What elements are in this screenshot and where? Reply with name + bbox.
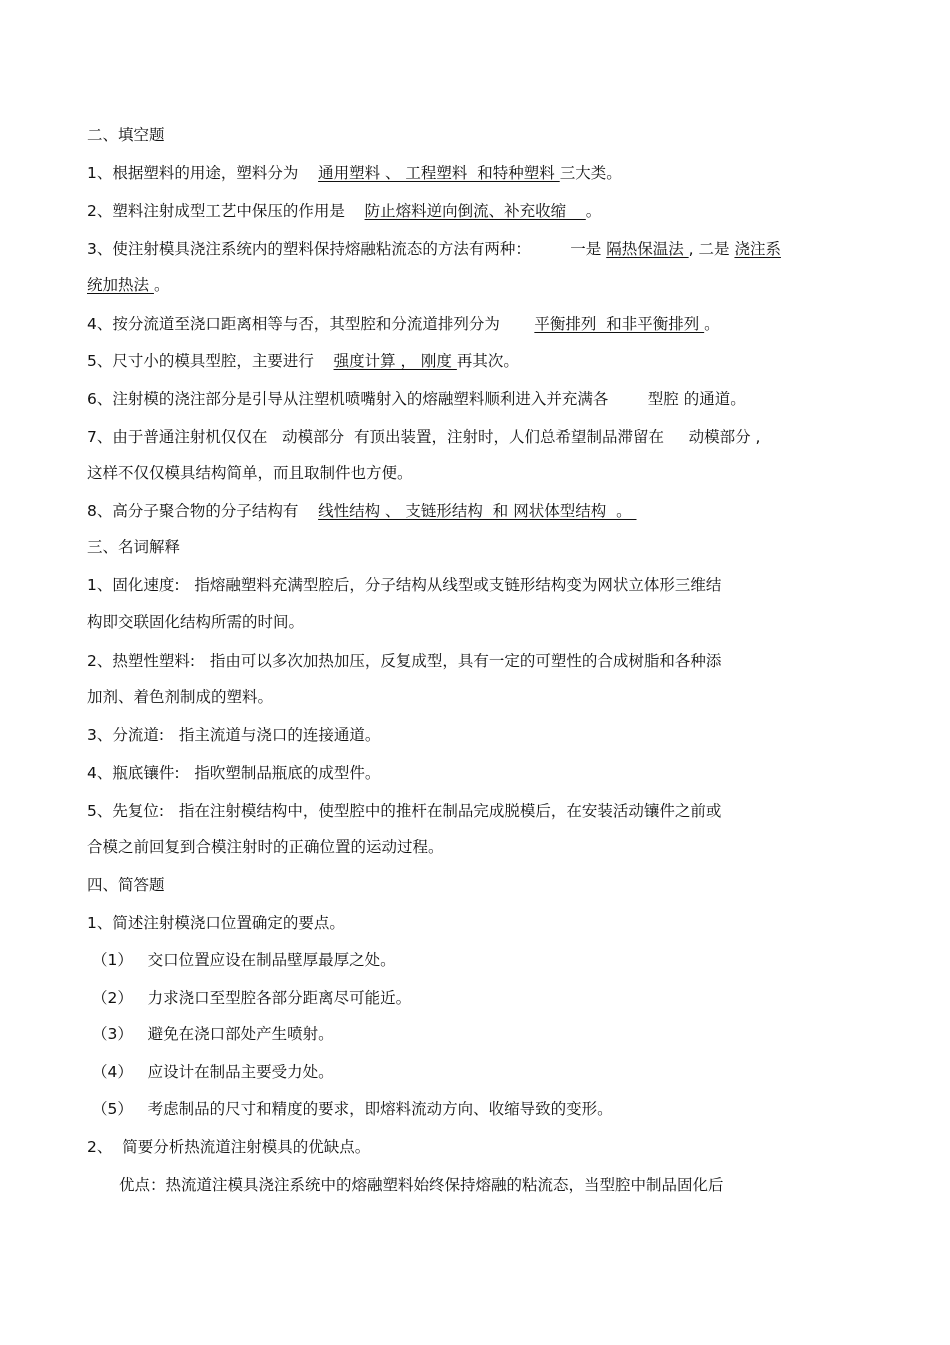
term-2-cont: 加剂、着色剂制成的塑料。 [87, 688, 274, 706]
list-item: （2） 力求浇口至型腔各部分距离尽可能近。 [92, 989, 412, 1007]
answer-4: 平衡排列 和非平衡排列 [534, 315, 705, 333]
term-5-cont: 合模之前回复到合模注射时的正确位置的运动过程。 [87, 838, 444, 856]
answer-3a: 隔热保温法 [606, 240, 689, 258]
term-1-cont: 构即交联固化结构所需的时间。 [87, 613, 305, 631]
answer-8: 线性结构 、 支链形结构 和 网状体型结构 。 [318, 502, 637, 520]
section-heading-fill-blank: 二、填空题 [87, 126, 165, 144]
term-5: 5、先复位: 指在注射模结构中，使型腔中的推杆在制品完成脱模后，在安装活动镶件之前或 [87, 802, 722, 820]
term-4: 4、瓶底镶件: 指吹塑制品瓶底的成型件。 [87, 764, 381, 782]
section-heading-short-answer: 四、简答题 [87, 876, 165, 894]
question-3-cont: 统加热法 。 [87, 276, 170, 294]
question-4: 4、按分流道至浇口距离相等与否，其型腔和分流道排列分为 平衡排列 和非平衡排列 。 [87, 315, 720, 333]
question-7-cont: 这样不仅仅模具结构简单，而且取制件也方便。 [87, 464, 413, 482]
question-6: 6、注射模的浇注部分是引导从注塑机喷嘴射入的熔融塑料顺利进入并充满各 型腔 的通道。 [87, 390, 746, 408]
short-answer-2-paragraph: 优点：热流道注模具浇注系统中的熔融塑料始终保持熔融的粘流态，当型腔中制品固化后 [119, 1176, 724, 1194]
question-8: 8、高分子聚合物的分子结构有 线性结构 、 支链形结构 和 网状体型结构 。 [87, 502, 637, 520]
term-2: 2、热塑性塑料: 指由可以多次加热加压，反复成型，具有一定的可塑性的合成树脂和各种添 [87, 652, 722, 670]
answer-5: 强度计算 ， 刚度 [333, 352, 457, 370]
answer-1: 通用塑料 、 工程塑料 和特种塑料 [318, 164, 560, 182]
short-answer-2-title: 2、 简要分析热流道注射模具的优缺点。 [87, 1138, 371, 1156]
list-item: （5） 考虑制品的尺寸和精度的要求，即熔料流动方向、收缩导致的变形。 [92, 1100, 613, 1118]
list-item: （3） 避免在浇口部处产生喷射。 [92, 1025, 334, 1043]
answer-2: 防止熔料逆向倒流、补充收缩 [364, 202, 586, 220]
question-7: 7、由于普通注射机仅仅在 动模部分 有顶出装置，注射时，人们总希望制品滞留在 动模部分 , [87, 428, 761, 446]
answer-3b-cont: 统加热法 [87, 276, 154, 294]
list-item: （1） 交口位置应设在制品壁厚最厚之处。 [92, 951, 396, 969]
section-heading-terms: 三、名词解释 [87, 538, 181, 556]
question-3: 3、使注射模具浇注系统内的塑料保持熔融粘流态的方法有两种： 一是 隔热保温法 , 二是 浇注系 [87, 240, 781, 258]
question-1: 1、根据塑料的用途，塑料分为 通用塑料 、 工程塑料 和特种塑料 三大类。 [87, 164, 622, 182]
term-3: 3、分流道: 指主流道与浇口的连接通道。 [87, 726, 381, 744]
term-1: 1、固化速度: 指熔融塑料充满型腔后，分子结构从线型或支链形结构变为网状立体形三维结 [87, 576, 722, 594]
question-2: 2、塑料注射成型工艺中保压的作用是 防止熔料逆向倒流、补充收缩 。 [87, 202, 602, 220]
list-item: （4） 应设计在制品主要受力处。 [92, 1063, 334, 1081]
answer-3b: 浇注系 [734, 240, 781, 258]
question-5: 5、尺寸小的模具型腔，主要进行 强度计算 ， 刚度 再其次。 [87, 352, 519, 370]
short-answer-1-title: 1、简述注射模浇口位置确定的要点。 [87, 914, 345, 932]
